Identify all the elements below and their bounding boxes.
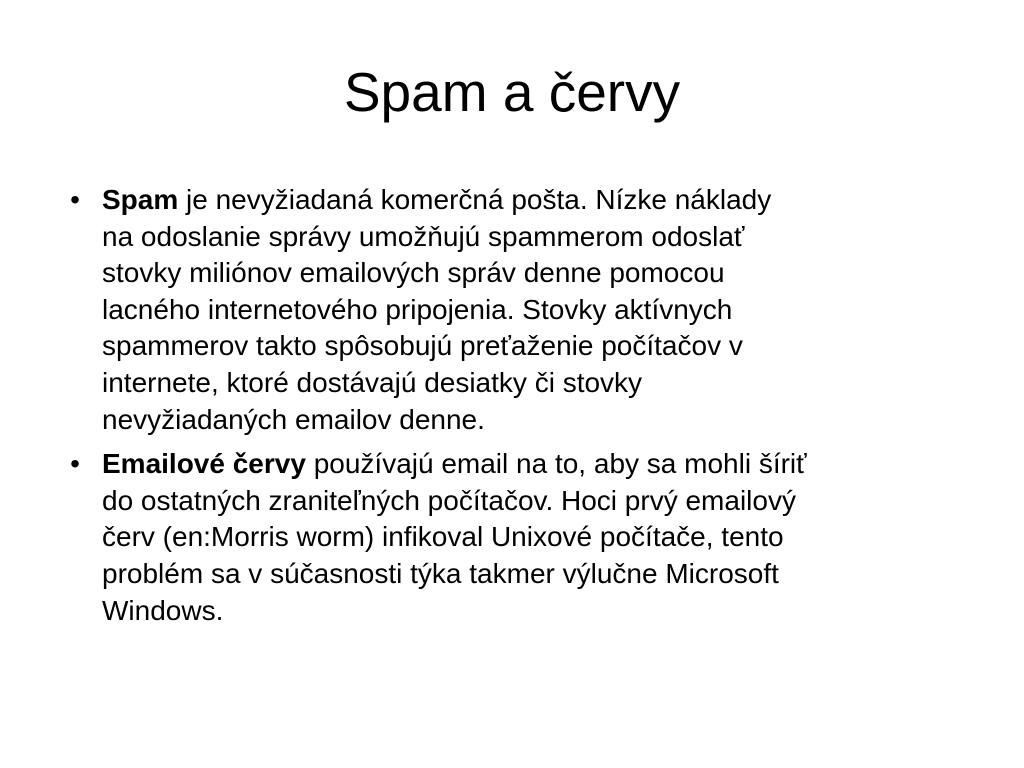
slide-title: Spam a červy [343, 61, 681, 123]
bullet-line: spammerov takto spôsobujú preťaženie počítačov v [102, 330, 743, 362]
bullet-point-icon: • [70, 184, 80, 215]
bullet-line: stovky miliónov emailových správ denne pomocou [102, 257, 725, 289]
bullet-line: Windows. [102, 594, 224, 626]
bullet-point-icon: • [70, 448, 80, 480]
bullet-item-email-worms [60, 446, 980, 629]
bullet-line: do ostatných zraniteľných počítačov. Hoci prvý emailový [102, 484, 796, 516]
bullet-text: je nevyžiadaná komerčná pošta. Nízke náklady [178, 184, 772, 215]
bullet-line: nevyžiadaných emailov denne. [102, 403, 485, 435]
bullet-line: na odoslanie správy umožňujú spammerom odoslať [102, 220, 745, 252]
bullet-text: používajú email na to, aby sa mohli šíriť [305, 448, 807, 480]
bullet-term: Spam [102, 184, 179, 215]
bullet-line: červ (en:Morris worm) infikoval Unixové počítače, tento [102, 521, 784, 553]
bullet-term: Emailové červy [102, 448, 306, 480]
bullet-list [60, 182, 980, 637]
bullet-line: problém sa v súčasnosti týka takmer výlučne Microsoft [102, 557, 779, 589]
bullet-line: internete, ktoré dostávajú desiatky či stovky [102, 366, 643, 398]
bullet-line: lacného internetového pripojenia. Stovky aktívnych [102, 293, 733, 325]
bullet-line [102, 182, 980, 219]
bullet-line [102, 446, 980, 483]
bullet-item-spam [60, 182, 980, 438]
